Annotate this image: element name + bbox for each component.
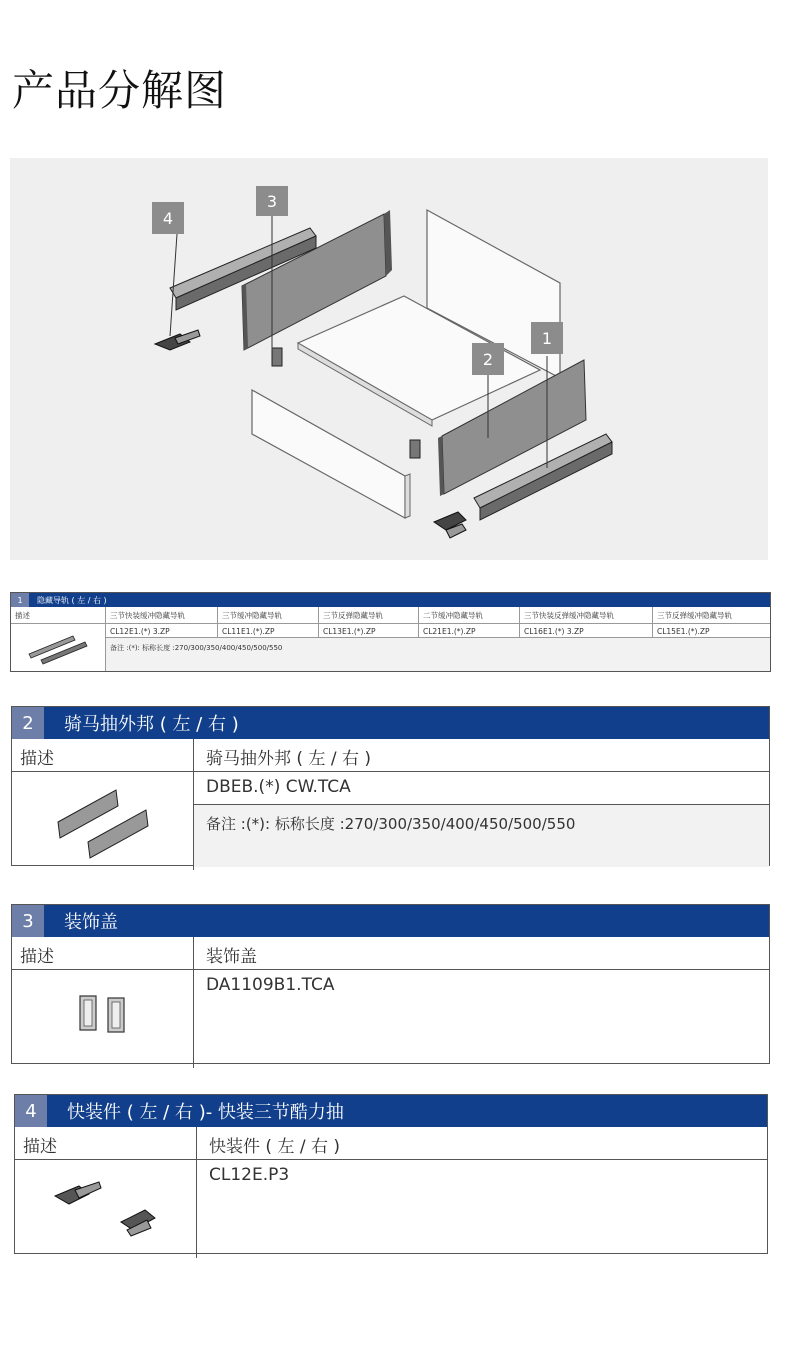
desc-label: 描述 bbox=[12, 937, 194, 969]
runner-thumbnail bbox=[11, 623, 106, 671]
desc-value: 装饰盖 bbox=[206, 947, 257, 967]
callout-2-label: 2 bbox=[482, 350, 494, 369]
table-row-codes bbox=[106, 623, 770, 637]
table-title: 装饰盖 bbox=[64, 912, 118, 933]
exploded-diagram-drawing bbox=[10, 158, 768, 560]
decor-cap-thumbnail bbox=[12, 970, 194, 1068]
note-text: 备注 :(*): 标称长度 :270/300/350/400/450/500/550 bbox=[110, 644, 283, 652]
side-wall-thumbnail-icon bbox=[12, 772, 194, 866]
side-wall-thumbnail bbox=[12, 772, 194, 870]
callout-1 bbox=[531, 322, 563, 354]
callout-1-label: 1 bbox=[541, 329, 553, 348]
code-cell: CL21E1.(*).ZP bbox=[419, 624, 520, 637]
table-number: 3 bbox=[12, 905, 44, 937]
code-cell: CL12E1.(*) 3.ZP bbox=[106, 624, 218, 637]
clip-left bbox=[155, 330, 200, 350]
spec-table-clip bbox=[14, 1094, 768, 1254]
runner-thumbnail-icon bbox=[11, 624, 106, 672]
table-row-body bbox=[12, 771, 769, 870]
table-header bbox=[12, 707, 769, 739]
decor-cap-left bbox=[272, 348, 282, 366]
code-cell: CL16E1.(*) 3.ZP bbox=[520, 624, 653, 637]
code-cell: CL11E1.(*).ZP bbox=[218, 624, 319, 637]
table-number: 4 bbox=[15, 1095, 47, 1127]
callout-4 bbox=[152, 202, 184, 234]
table-number: 1 bbox=[11, 593, 29, 607]
column-header: 三节缓冲隐藏导轨 bbox=[218, 607, 319, 623]
table-row-body bbox=[12, 969, 769, 1068]
clip-thumbnail-icon bbox=[15, 1160, 197, 1254]
column-header: 三节快装缓冲隐藏导轨 bbox=[106, 607, 218, 623]
table-row-desc bbox=[12, 739, 769, 771]
column-header: 三节快装反弹缓冲隐藏导轨 bbox=[520, 607, 653, 623]
table-number: 2 bbox=[12, 707, 44, 739]
spec-table-side-walls bbox=[11, 706, 770, 866]
callout-2 bbox=[472, 343, 504, 375]
desc-value: 骑马抽外邦 ( 左 / 右 ) bbox=[206, 749, 372, 769]
table-title: 隐藏导轨 ( 左 / 右 ) bbox=[37, 595, 107, 605]
code-cell: CL15E1.(*).ZP bbox=[657, 627, 710, 636]
table-note bbox=[106, 637, 770, 671]
product-code: CL12E.P3 bbox=[209, 1165, 290, 1185]
callout-4-label: 4 bbox=[162, 209, 174, 228]
product-code: DA1109B1.TCA bbox=[206, 975, 335, 995]
decor-cap-right bbox=[410, 440, 420, 458]
callout-3-label: 3 bbox=[266, 192, 278, 211]
table-row-desc bbox=[12, 937, 769, 969]
column-header: 三节反弹隐藏导轨 bbox=[319, 607, 419, 623]
desc-label: 描述 bbox=[11, 607, 106, 623]
code-cell: CL13E1.(*).ZP bbox=[319, 624, 419, 637]
column-header: 二节缓冲隐藏导轨 bbox=[419, 607, 520, 623]
table-body bbox=[11, 623, 770, 671]
table-header bbox=[12, 905, 769, 937]
desc-label: 描述 bbox=[12, 739, 194, 771]
table-header bbox=[15, 1095, 767, 1127]
desc-label: 描述 bbox=[15, 1127, 197, 1159]
table-header bbox=[11, 593, 770, 607]
table-title: 骑马抽外邦 ( 左 / 右 ) bbox=[64, 714, 239, 735]
table-row-headers bbox=[11, 607, 770, 623]
decor-cap-thumbnail-icon bbox=[12, 970, 194, 1064]
page-title: 产品分解图 bbox=[12, 66, 228, 115]
note-text: 备注 :(*): 标称长度 :270/300/350/400/450/500/550 bbox=[194, 804, 769, 867]
front-panel bbox=[252, 390, 405, 518]
spec-table-decor-cap bbox=[11, 904, 770, 1064]
table-title: 快装件 ( 左 / 右 )- 快装三节酷力抽 bbox=[67, 1102, 344, 1123]
clip-thumbnail bbox=[15, 1160, 197, 1258]
spec-table-runners bbox=[10, 592, 771, 672]
table-row-desc bbox=[15, 1127, 767, 1159]
column-header: 三节反弹缓冲隐藏导轨 bbox=[657, 611, 732, 620]
clip-right bbox=[434, 512, 466, 538]
desc-value: 快装件 ( 左 / 右 ) bbox=[209, 1137, 341, 1157]
product-code: DBEB.(*) CW.TCA bbox=[206, 777, 351, 797]
callout-3 bbox=[256, 186, 288, 216]
table-row-body bbox=[15, 1159, 767, 1258]
exploded-diagram bbox=[10, 158, 768, 560]
